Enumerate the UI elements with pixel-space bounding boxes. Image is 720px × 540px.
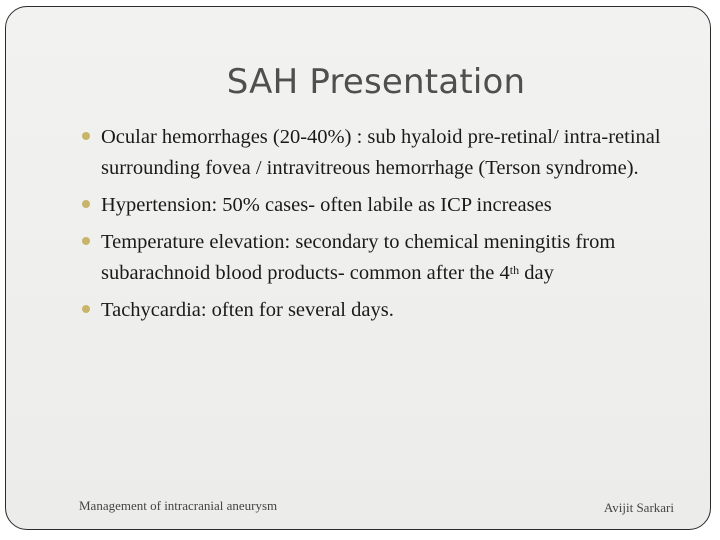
footer-presentation-title: Management of intracranial aneurysm xyxy=(79,498,278,513)
bullet-item-hypertension xyxy=(78,190,678,221)
bullet-item-ocular-hemorrhages xyxy=(78,122,678,184)
footer-author: Avijit Sarkari xyxy=(603,500,674,515)
bullet-text-tail: day xyxy=(519,262,554,284)
bullet-text: Ocular hemorrhages (20-40%) : sub hyaloid pre-retinal/ intra-retinal surrounding fovea / intravitreous hemorrhage (Terson syndrome). xyxy=(101,126,661,179)
bullet-list xyxy=(78,122,678,332)
bullet-text: Temperature elevation: secondary to chemical meningitis from subarachnoid blood products- common after the 4 xyxy=(101,231,616,284)
bullet-item-tachycardia xyxy=(78,295,678,326)
bullet-item-temperature xyxy=(78,227,678,289)
bullet-text: Tachycardia: often for several days. xyxy=(101,299,394,321)
bullet-text: Hypertension: 50% cases- often labile as ICP increases xyxy=(101,194,552,216)
bullet-dot-icon xyxy=(82,305,90,313)
ordinal-superscript: th xyxy=(509,263,520,277)
bullet-dot-icon xyxy=(82,132,90,140)
slide-title: SAH Presentation xyxy=(226,62,526,102)
bullet-dot-icon xyxy=(82,200,90,208)
bullet-dot-icon xyxy=(82,237,90,245)
